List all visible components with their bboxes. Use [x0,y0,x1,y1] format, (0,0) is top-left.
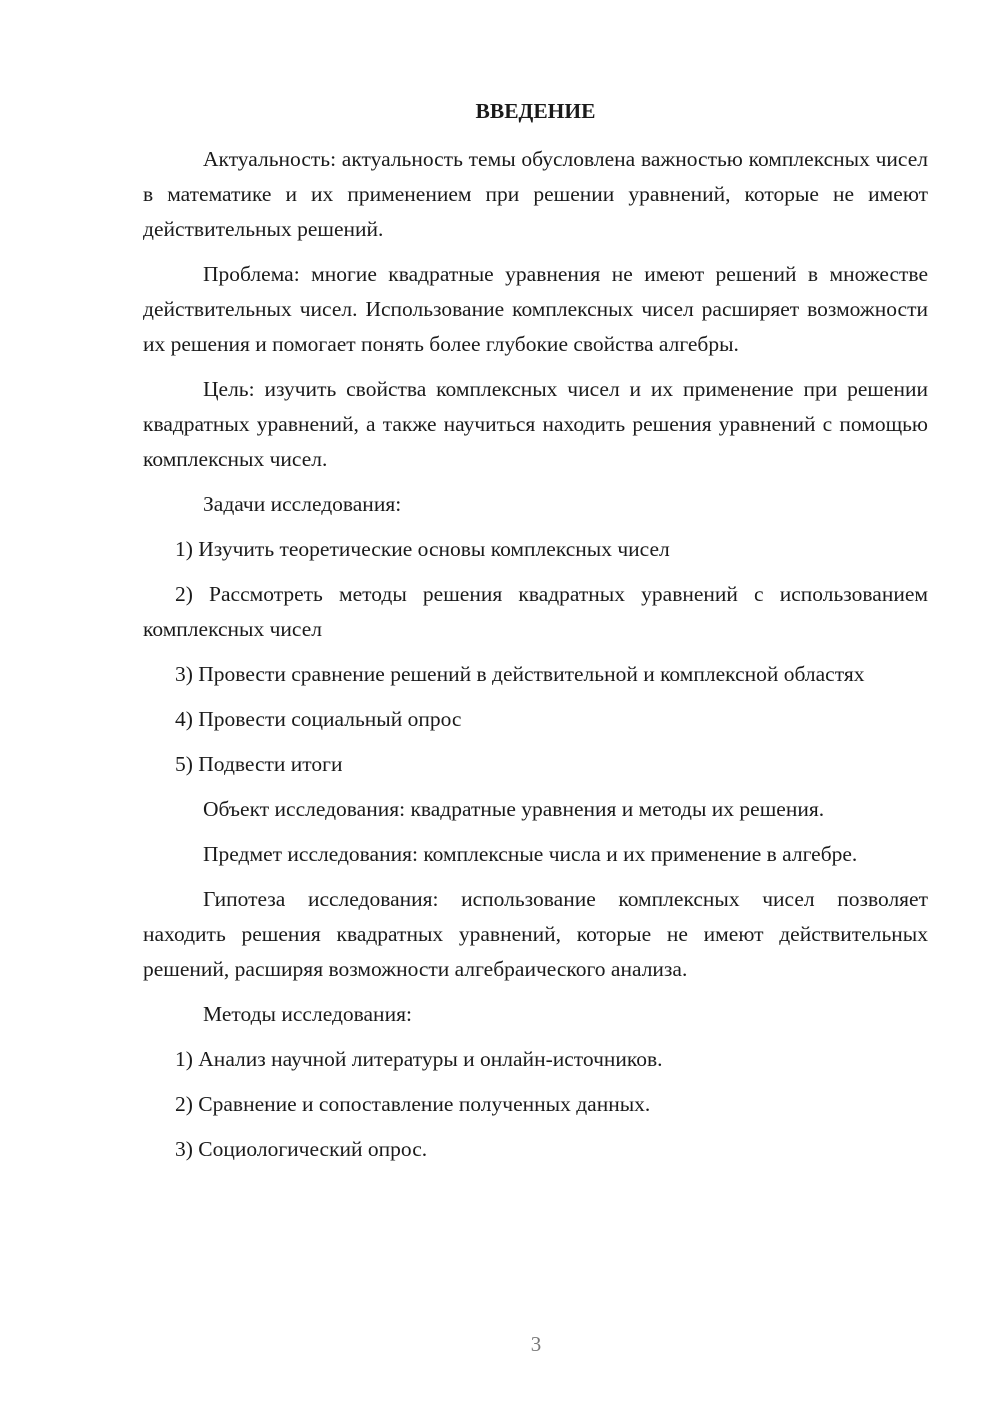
document-page [143,96,928,1177]
task-item-2: 2) Рассмотреть методы решения квадратных уравнений с использованием комплексных чисел [143,582,928,641]
task-item-1: 1) Изучить теоретические основы комплексных чисел [175,537,670,561]
page-number: 3 [530,1332,542,1356]
method-item-2: 2) Сравнение и сопоставление полученных данных. [175,1092,651,1116]
tasks-heading: Задачи исследования: [203,492,402,516]
paragraph-subject: Предмет исследования: комплексные числа и их применение в алгебре. [203,842,858,866]
paragraph-problem: Проблема: многие квадратные уравнения не имеют решений в множестве действительных чисел. Использование комплексных чисел расширяет возможности их решения и помогает понять более глубокие свойства алгебры. [143,262,928,356]
section-title: ВВЕДЕНИЕ [475,99,596,123]
task-item-5: 5) Подвести итоги [175,752,343,776]
methods-heading: Методы исследования: [203,1002,412,1026]
paragraph-hypothesis: Гипотеза исследования: использование комплексных чисел позволяет находить решения квадратных уравнений, которые не имеют действительных решений, расширяя возможности алгебраического анализа. [143,887,928,981]
paragraph-relevance: Актуальность: актуальность темы обусловлена важностью комплексных чисел в математике и их применением при решении уравнений, которые не имеют действительных решений. [143,147,928,241]
method-item-3: 3) Социологический опрос. [175,1137,428,1161]
method-item-1: 1) Анализ научной литературы и онлайн-источников. [175,1047,663,1071]
task-item-3: 3) Провести сравнение решений в действительной и комплексной областях [175,662,865,686]
paragraph-goal: Цель: изучить свойства комплексных чисел и их применение при решении квадратных уравнений, а также научиться находить решения уравнений с помощью комплексных чисел. [143,377,928,471]
paragraph-object: Объект исследования: квадратные уравнения и методы их решения. [203,797,825,821]
task-item-4: 4) Провести социальный опрос [175,707,462,731]
